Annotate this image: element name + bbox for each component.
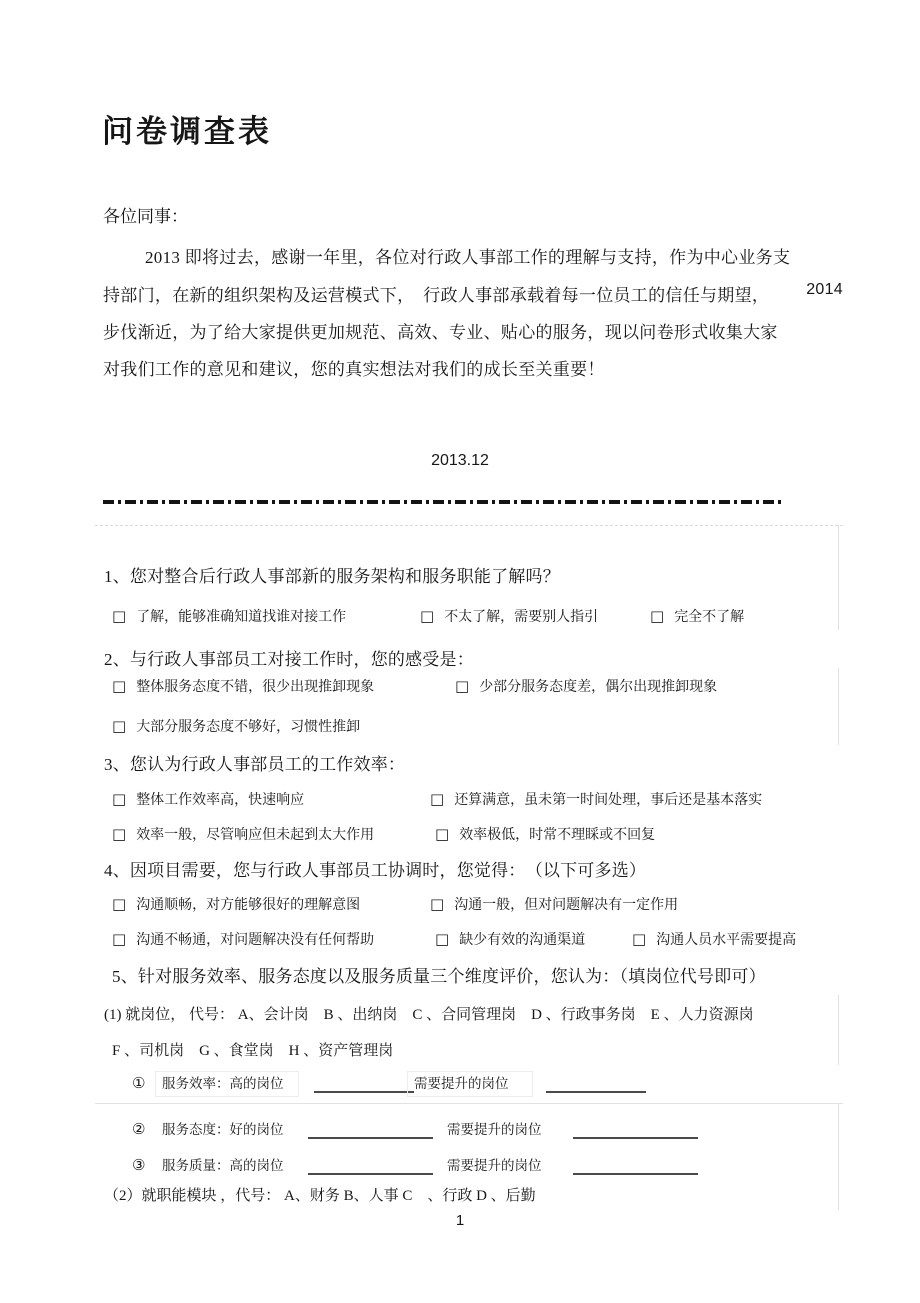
question-3-label: 3、您认为行政人事部员工的工作效率：	[104, 755, 406, 774]
question-5-label: 5、针对服务效率、服务态度以及服务质量三个维度评价，您认为：（填岗位代号即可）	[112, 967, 766, 986]
option-label: 整体工作效率高，快速响应	[136, 793, 305, 808]
blank-field[interactable]	[314, 1076, 414, 1093]
checkbox[interactable]: □	[112, 894, 127, 913]
date-line: 2013.12	[431, 452, 489, 469]
question-3-options-row2	[112, 824, 655, 844]
rating-row-attitude	[132, 1120, 698, 1139]
option	[112, 606, 420, 626]
question-2-label: 2、与行政人事部员工对接工作时，您的感受是：	[104, 650, 474, 669]
option-label: 少部分服务态度差，偶尔出现推卸现象	[479, 680, 718, 695]
checkbox[interactable]: □	[112, 929, 127, 948]
rating-label: 服务质量：高的岗位	[162, 1158, 284, 1173]
option-label: 沟通顺畅，对方能够很好的理解意图	[136, 898, 361, 913]
rating-label: 服务效率：高的岗位	[156, 1072, 298, 1096]
checkbox[interactable]: □	[435, 824, 450, 843]
salutation: 各位同事：	[103, 207, 188, 226]
checkbox[interactable]: □	[112, 606, 127, 625]
option-label: 还算满意，虽未第一时间处理，事后还是基本落实	[454, 793, 763, 808]
option-label: 不太了解，需要别人指引	[444, 610, 599, 625]
intro-paragraph-line: 步伐渐近，为了给大家提供更加规范、高效、专业、贴心的服务，现以问卷形式收集大家	[103, 323, 778, 342]
option-label: 沟通一般，但对问题解决有一定作用	[454, 898, 679, 913]
option	[112, 716, 360, 736]
intro-line-text: 持部门，在新的组织架构及运营模式下， 行政人事部承载着每一位员工的信任与期望，	[103, 286, 770, 305]
checkbox[interactable]: □	[430, 894, 445, 913]
option	[112, 824, 435, 844]
checkbox[interactable]: □	[455, 676, 470, 695]
intro-paragraph-line: 2013 即将过去，感谢一年里，各位对行政人事部工作的理解与支持，作为中心业务支	[145, 248, 791, 267]
table-right-border	[838, 525, 839, 630]
option	[430, 789, 762, 809]
page-title: 问卷调查表	[102, 114, 272, 149]
year-right: 2014	[806, 281, 843, 298]
q5-part1-codes-line1: (1) 就岗位， 代号： A、会计岗 B 、出纳岗 C 、合同管理岗 D 、行政事务岗 E 、人力资源岗	[104, 1007, 754, 1023]
rating-label-2: 需要提升的岗位	[447, 1122, 542, 1137]
option	[435, 929, 632, 949]
question-4-options-row2	[112, 929, 796, 949]
option-label: 沟通人员水平需要提高	[656, 933, 797, 948]
intro-paragraph-line: 对我们工作的意见和建议，您的真实想法对我们的成长至关重要！	[103, 360, 605, 379]
option	[112, 676, 455, 696]
question-1-label: 1、您对整合后行政人事部新的服务架构和服务职能了解吗？	[104, 567, 560, 586]
rating-label-2: 需要提升的岗位	[447, 1158, 542, 1173]
checkbox[interactable]: □	[112, 789, 127, 808]
blank-field[interactable]	[546, 1076, 646, 1093]
rating-label-2: 需要提升的岗位	[408, 1072, 532, 1096]
intro-paragraph-line	[103, 281, 843, 306]
option	[455, 676, 717, 696]
question-3-options-row1	[112, 789, 762, 809]
option	[112, 894, 430, 914]
table-top-border	[95, 525, 843, 526]
option	[112, 929, 435, 949]
rating-row-quality	[132, 1156, 698, 1175]
checkbox[interactable]: □	[430, 789, 445, 808]
checkbox[interactable]: □	[112, 716, 127, 735]
option-label: 效率一般，尽管响应但未起到太大作用	[136, 828, 375, 843]
checkbox[interactable]: □	[420, 606, 435, 625]
item-number: ①	[132, 1074, 146, 1092]
option-label: 大部分服务态度不够好，习惯性推卸	[136, 720, 361, 735]
checkbox[interactable]: □	[632, 929, 647, 948]
q5-part2-codes-line: （2）就职能模块 ，代号： A、财务 B、人事 C 、行政 D 、后勤	[104, 1188, 536, 1204]
rating-row-efficiency	[132, 1074, 646, 1093]
option	[112, 789, 430, 809]
checkbox[interactable]: □	[112, 676, 127, 695]
dashed-divider	[103, 500, 781, 504]
blank-field[interactable]	[573, 1158, 698, 1175]
blank-field[interactable]	[308, 1158, 433, 1175]
q5-part1-codes-line2: F 、司机岗 G 、食堂岗 H 、资产管理岗	[112, 1043, 394, 1059]
item-number: ③	[132, 1156, 146, 1174]
question-2-options-row2	[112, 716, 360, 736]
option	[632, 929, 796, 949]
page-number: 1	[455, 1212, 465, 1229]
item-number: ②	[132, 1120, 146, 1138]
question-4-options-row1	[112, 894, 678, 914]
option-label: 整体服务态度不错，很少出现推卸现象	[136, 680, 375, 695]
rating-label: 服务态度：好的岗位	[162, 1122, 284, 1137]
blank-field[interactable]	[573, 1122, 698, 1139]
checkbox[interactable]: □	[650, 606, 665, 625]
option-label: 完全不了解	[674, 610, 745, 625]
option-label: 效率极低，时常不理睬或不回复	[459, 828, 656, 843]
question-2-options-row1	[112, 676, 717, 696]
question-4-label: 4、因项目需要，您与行政人事部员工协调时，您觉得： （以下可多选）	[104, 861, 647, 880]
blank-field[interactable]	[308, 1122, 433, 1139]
option	[650, 606, 744, 626]
checkbox[interactable]: □	[435, 929, 450, 948]
option-label: 了解，能够准确知道找谁对接工作	[136, 610, 347, 625]
table-right-border	[838, 668, 839, 745]
option-label: 沟通不畅通，对问题解决没有任何帮助	[136, 933, 375, 948]
table-right-border	[838, 1103, 839, 1210]
table-row-border	[95, 1103, 843, 1104]
table-right-border	[838, 995, 839, 1065]
option	[420, 606, 650, 626]
option	[430, 894, 678, 914]
checkbox[interactable]: □	[112, 824, 127, 843]
question-1-options	[112, 606, 744, 626]
option	[435, 824, 655, 844]
option-label: 缺少有效的沟通渠道	[459, 933, 586, 948]
